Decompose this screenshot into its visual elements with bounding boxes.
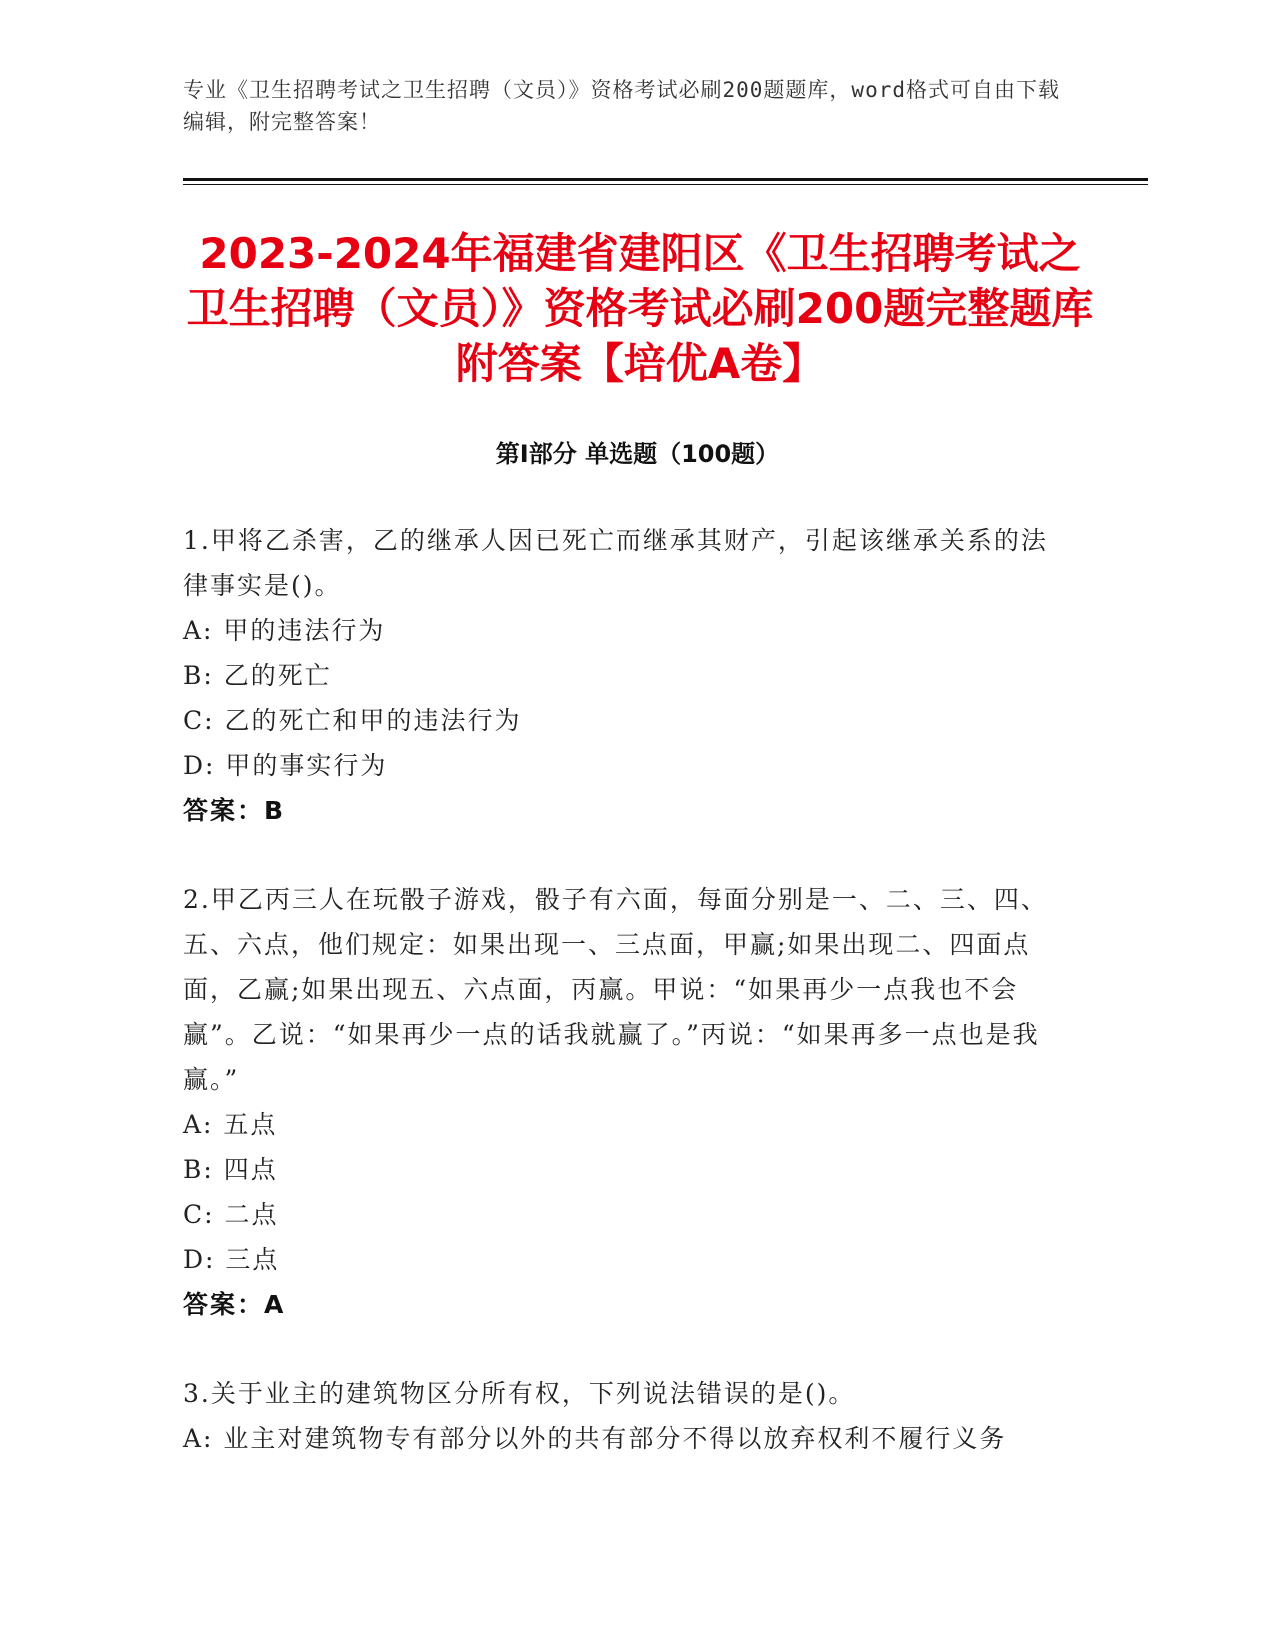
answer: 答案：B [183,796,286,825]
option-d: D: 甲的事实行为 [183,751,388,780]
option-a: A: 业主对建筑物专有部分以外的共有部分不得以放弃权利不履行义务 [183,1424,1007,1453]
option-a: A: 五点 [183,1110,278,1139]
option-d: D: 三点 [183,1245,280,1274]
question-stem: 1.甲将乙杀害，乙的继承人因已死亡而继承其财产，引起该继承关系的法律事实是()。 [183,526,1048,600]
option-b: B: 乙的死亡 [183,661,332,690]
option-a: A: 甲的违法行为 [183,616,386,645]
question-3 [183,1371,1063,1461]
answer: 答案：A [183,1290,286,1319]
question-stem: 2.甲乙丙三人在玩骰子游戏，骰子有六面，每面分别是一、二、三、四、五、六点，他们规定：如果出现一、三点面，甲赢;如果出现二、四面点面，乙赢;如果出现五、六点面，丙赢。甲说：“如果再少一点我也不会赢”。乙说：“如果再少一点的话我就赢了。”丙说：“如果再多一点也是我赢。” [183,885,1048,1094]
header-note: 专业《卫生招聘考试之卫生招聘（文员）》资格考试必刷200题题库，word格式可自由下载编辑，附完整答案！ [183,78,1060,134]
header-rule-thick [183,178,1148,181]
document-title: 2023-2024年福建省建阳区《卫生招聘考试之卫生招聘（文员）》资格考试必刷200题完整题库附答案【培优A卷】 [186,229,1094,388]
question-list [183,518,1063,1505]
question-1 [183,518,1063,833]
section-title: 第Ⅰ部分 单选题（100题） [495,440,780,468]
question-2 [183,877,1063,1327]
option-c: C: 乙的死亡和甲的违法行为 [183,706,522,735]
option-b: B: 四点 [183,1155,278,1184]
header-rule-thin [183,184,1148,185]
question-stem: 3.关于业主的建筑物区分所有权，下列说法错误的是()。 [183,1379,856,1408]
option-c: C: 二点 [183,1200,279,1229]
